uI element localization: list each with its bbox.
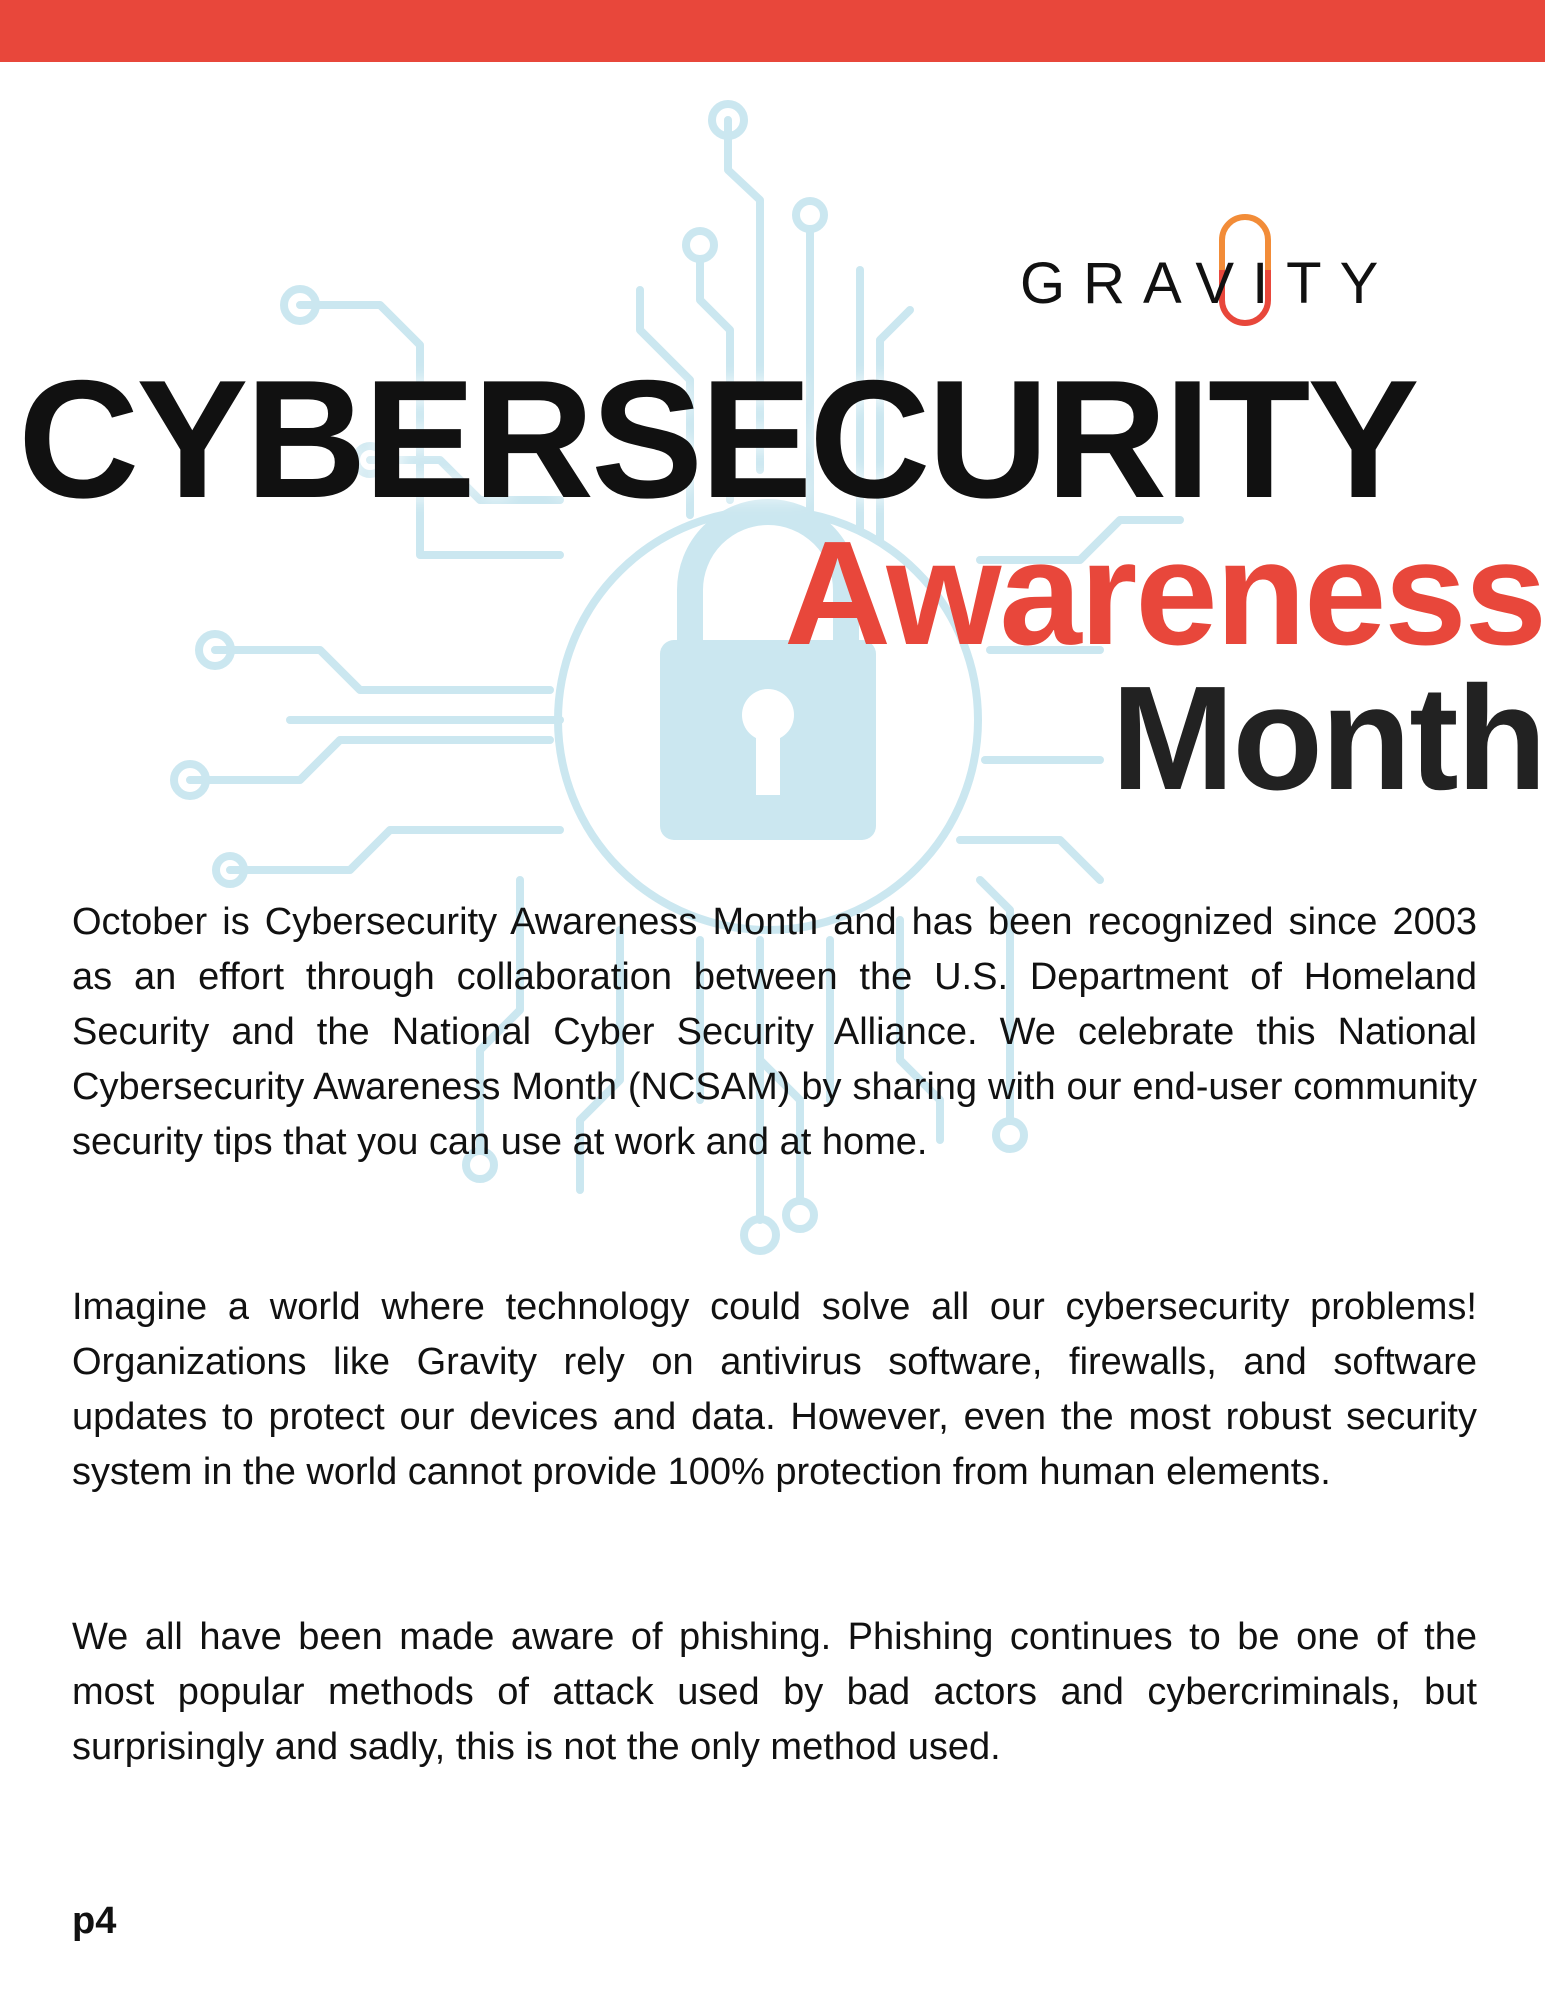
paragraph-intro: October is Cybersecurity Awareness Month and has been recognized since 2003 as an effort through collaboration between the U.S. Department of Homeland Security and the National Cyber Security Alliance. We celebrate this National Cybersecurity Awareness Month (NCSAM) by sharing with our end-user community security tips that you can use at work and at home. [72,901,1477,1163]
headline-month: Month [1111,656,1545,821]
headline-awareness: Awareness [784,511,1545,676]
logo-wordmark: GRAVITY [1020,251,1397,316]
gravity-logo [1020,200,1510,340]
page-number: p4 [72,1900,117,1942]
paragraph-technology: Imagine a world where technology could solve all our cybersecurity problems! Organizations like Gravity rely on antivirus software, firewalls, and software updates to protect our devices and data. However, even the most robust security system in the world cannot provide 100% protection from human elements. [72,1286,1477,1493]
headline-cybersecurity: CYBERSECURITY [18,345,1417,533]
paragraph-phishing: We all have been made aware of phishing. Phishing continues to be one of the most popular methods of attack used by bad actors and cybercriminals, but surprisingly and sadly, this is not the only method used. [72,1616,1477,1768]
